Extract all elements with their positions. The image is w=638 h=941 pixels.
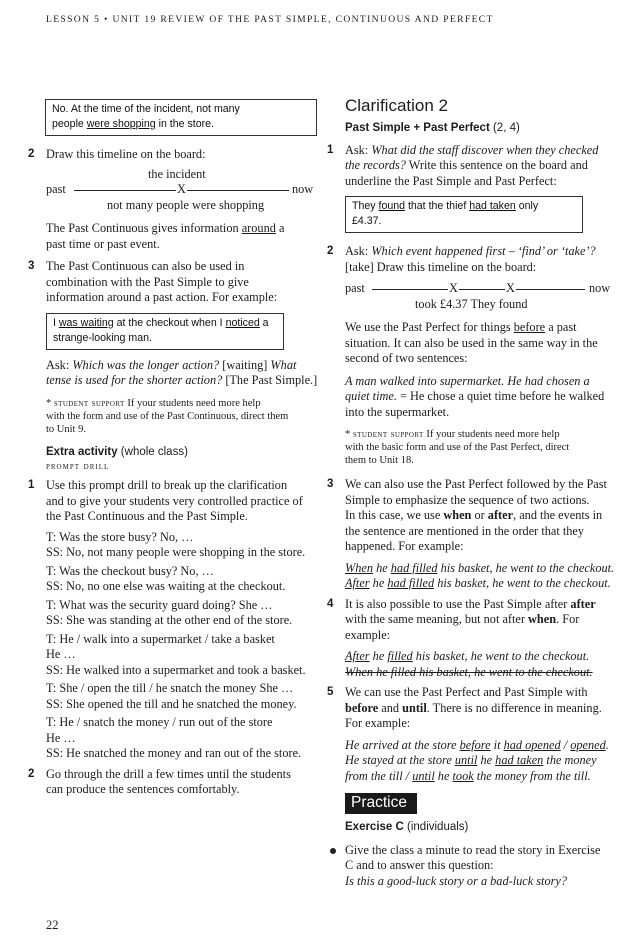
section-title: Clarification 2 (345, 96, 448, 115)
section-subtitle: Past Simple + Past Perfect (2, 4) (345, 122, 520, 134)
sequence-examples: When he had filled his basket, he went to the checkout. After he had filled his basket, he went to the checkout. (345, 560, 615, 590)
clar-step-4: 4 It is also possible to use the Past Simple after after with the same meaning, but not after when. For example: After he filled his basket, he went to the checkout. When he filled his basket, he went to the checkout. (327, 597, 617, 681)
drill-line: SS: He snatched the money and ran out of the store. (46, 746, 302, 760)
ask-question: Ask: Which was the longer action? [waiting] What tense is used for the shorter action? [The Past Simple.] (46, 357, 318, 387)
drill-line: SS: No, not many people were shopping in the store. (46, 545, 306, 559)
student-support-note-2: * student support If your students need more help with the basic form and use of the Past Perfect, direct them to Unit 18. (345, 429, 570, 466)
exercise-bullet: Give the class a minute to read the story in Exercise C and to answer this question: Is this a good-luck story or a bad-luck story? (327, 843, 617, 890)
step-2-timeline: 2 Draw this timeline on the board: the incident past X now not many people were shopping The Past Continuous gives information around a past time or past event. (28, 147, 318, 252)
timeline-bottom-label: not many people were shopping (107, 197, 265, 212)
clar-step-1: 1 Ask: What did the staff discover when they checked the records? Write this sentence on the board and underline the Past Simple and Past Perfect: They found that the thief had taken only £4.37. (327, 143, 617, 234)
drill-line: T: He / snatch the money / run out of the store (46, 715, 273, 729)
timeline-explanation: The Past Continuous gives information around a past time or past event. (46, 221, 285, 251)
drill-line: SS: She opened the till and he snatched the money. (46, 696, 297, 711)
drill-line: T: Was the store busy? No, … (46, 529, 194, 544)
past-perfect-explanation: We use the Past Perfect for things before a past situation. It can also be used in the same way in the second of two sentences: (345, 320, 598, 365)
drill-line: He … (46, 647, 76, 661)
drill-step-2: 2 Go through the drill a few times until the students can produce the sentences comfortably. (28, 766, 291, 796)
exercise-heading: Exercise C (individuals) (345, 821, 469, 833)
drill-line: T: She / open the till / he snatch the money She … (46, 681, 294, 695)
page-number: 22 (46, 918, 59, 932)
example-box-waiting: I was waiting at the checkout when I noticed a strange-looking man. (46, 313, 284, 350)
practice-heading: Practice (345, 793, 417, 814)
before-until-examples: He arrived at the store before it had opened / opened. He stayed at the store until he had taken the money from the till / until he took the money from the till. (345, 737, 609, 783)
example-box-past-continuous: No. At the time of the incident, not many people were shopping in the store. (45, 99, 317, 136)
student-support-note-1: * student support If your students need more help with the form and use of the Past Continuous, direct them to Unit 9. (46, 397, 289, 435)
prompt-drill-dialogue (46, 530, 318, 762)
timeline-2-bottom: took £4.37 They found (415, 296, 528, 311)
clar-step-2: 2 Ask: Which event happened first – ‘find’ or ‘take’? [take] Draw this timeline on the board: past X X now took £4.37 They found We use the Past Perfect for things before a past situation. It can also be used in the same way in the second of two sentences: A man walked into supermarket. He had chosen a quiet time. = He chose a quiet time before he walked into the supermarket. (327, 244, 617, 420)
timeline-1: past X now (46, 182, 314, 196)
left-column (28, 99, 318, 798)
clar-step-3: 3 We can also use the Past Perfect followed by the Past Simple to emphasize the sequence of two actions. In this case, we use when or after, and the events in the sentence are mentioned in the order that they happened. For example: When he had filled his basket, he went to the checkout. After he had filled his basket, he went to the checkout. (327, 477, 617, 592)
right-column (327, 96, 617, 889)
drill-line: SS: No, no one else was waiting at the checkout. (46, 579, 286, 593)
step-3-combination: 3 The Past Continuous can also be used in combination with the Past Simple to give information around a past action. For example: I was waiting at the checkout when I noticed a strange-looking man. Ask: Which was the longer action? [waiting] What tense is used for the shorter action? [The Past Simple.] (28, 259, 318, 387)
example-box-found: They found that the thief had taken only £4.37. (345, 196, 583, 233)
drill-line: T: He / walk into a supermarket / take a basket (46, 631, 275, 646)
timeline-2: past X X now (345, 281, 611, 295)
practice-heading-wrap (327, 793, 617, 814)
drill-line: T: What was the security guard doing? She … (46, 597, 273, 612)
running-header: LESSON 5 • UNIT 19 REVIEW OF THE PAST SIMPLE, CONTINUOUS AND PERFECT (46, 14, 494, 25)
extra-activity-heading: Extra activity (whole class) prompt drill (46, 445, 188, 472)
drill-line: SS: She was standing at the other end of the store. (46, 613, 293, 627)
timeline-top-label: the incident (148, 166, 206, 181)
drill-line: T: Was the checkout busy? No, … (46, 563, 214, 578)
past-perfect-example: A man walked into supermarket. He had chosen a quiet time. = He chose a quiet time before he walked into the supermarket. (345, 373, 605, 419)
after-when-examples: After he filled his basket, he went to the checkout. When he filled his basket, he went to the checkout. (345, 649, 593, 679)
clar-step-5: 5 We can use the Past Perfect and Past Simple with before and until. There is no difference in meaning. For example: He arrived at the store before it had opened / opened. He stayed at the store until he had taken the money from the till / until he took the money from the till. (327, 685, 617, 784)
drill-line: He … (46, 730, 76, 745)
drill-line: SS: He walked into a supermarket and took a basket. (46, 662, 306, 677)
drill-step-1: 1 Use this prompt drill to break up the clarification and to give your students very controlled practice of the Past Continuous and the Past Simple. T: Was the store busy? No, … SS: No, not many people were shopping in the store. T: Was the checkout busy? No, … SS: No, no one else was waiting at the checkout. T: What was the security guard doing? She … SS: She was standing at the other end of the store. T: He / walk into a supermarket / take a basket He … SS: He walked into a supermarket and took a basket. T: She / open the till / he snatch the money She … SS: She opened the till and he snatched the money. T: He / snatch the money / run out of the store He … SS: He snatched the money and ran out of the store. (28, 478, 318, 762)
